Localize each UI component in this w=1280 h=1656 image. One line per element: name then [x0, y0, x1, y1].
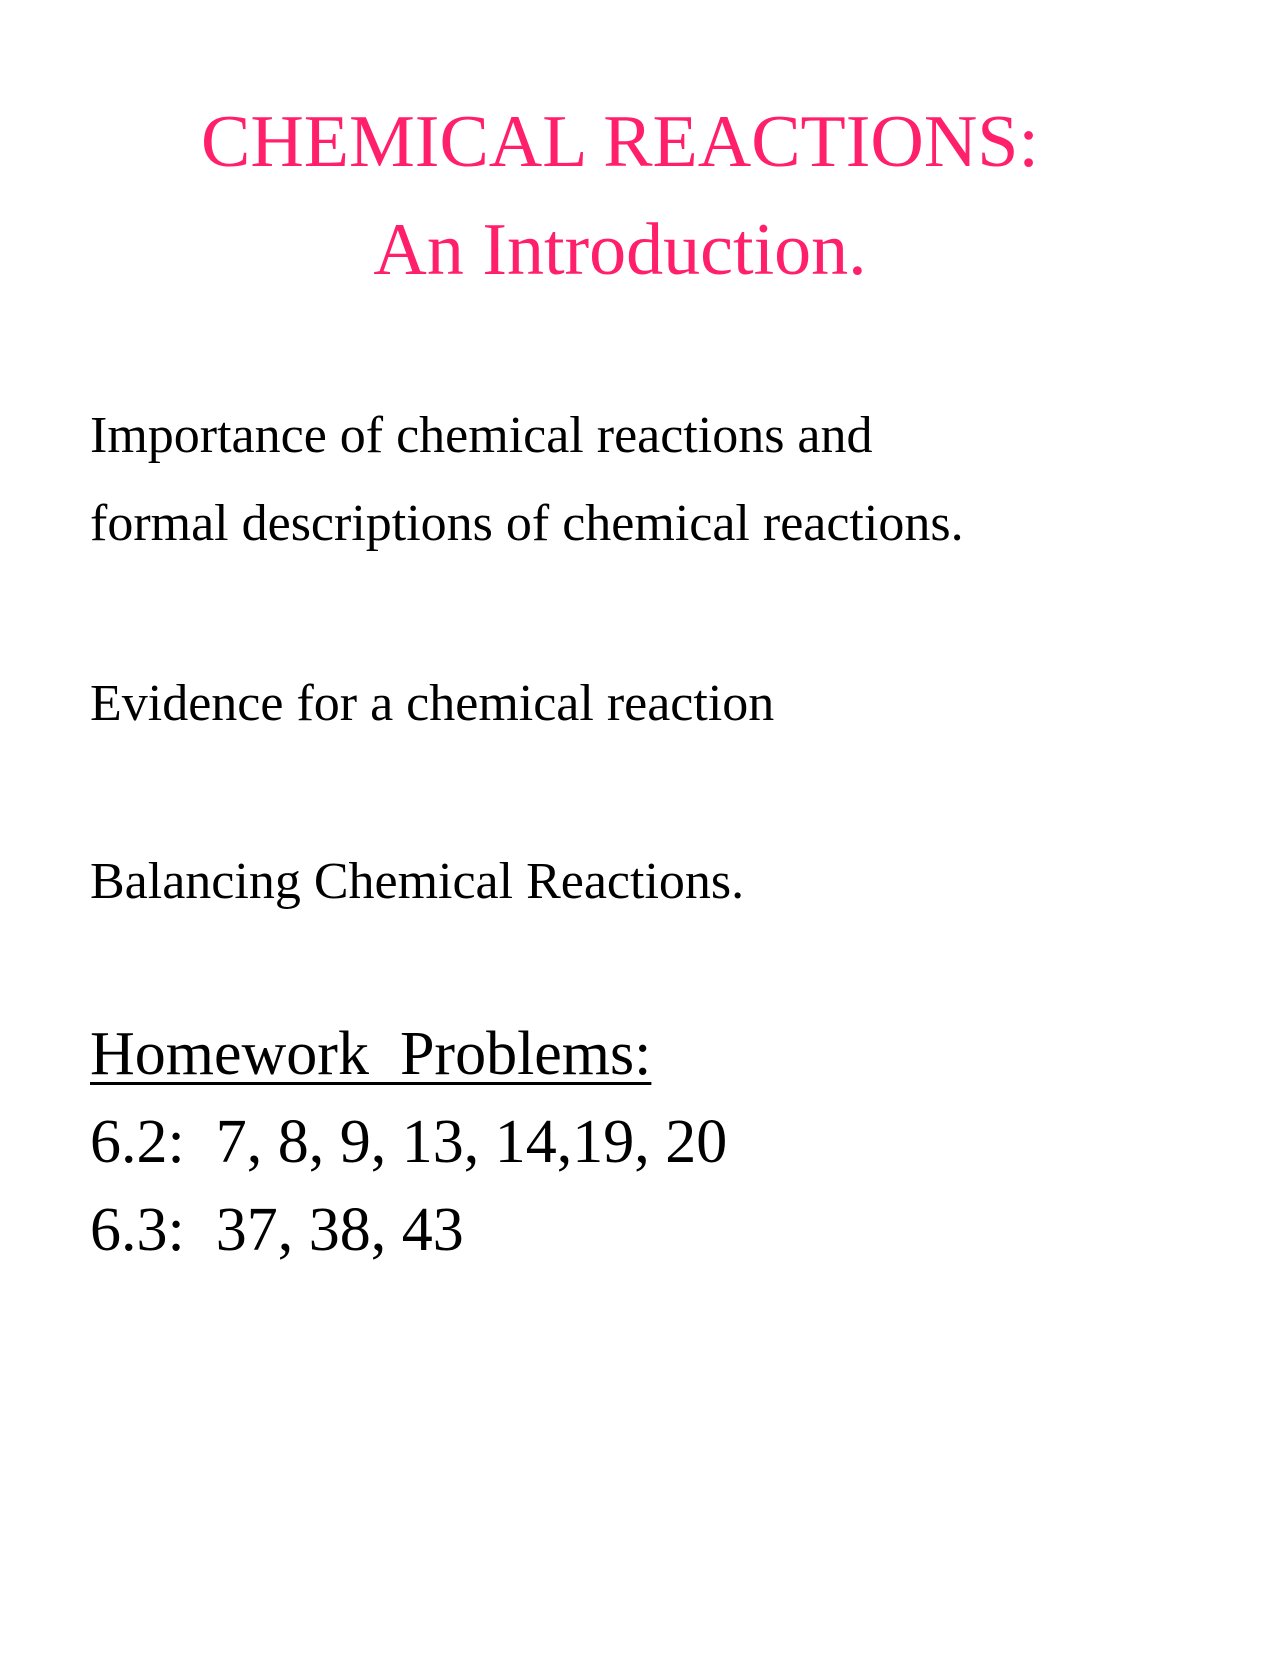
homework-line-6-3: 6.3: 37, 38, 43 [90, 1196, 464, 1264]
topic-importance-line-2: formal descriptions of chemical reactions. [90, 495, 964, 552]
homework-section [90, 1010, 727, 1274]
homework-heading: Homework Problems: [90, 1020, 652, 1088]
topic-importance-line-1: Importance of chemical reactions and [90, 407, 873, 464]
homework-line-6-2: 6.2: 7, 8, 9, 13, 14,19, 20 [90, 1108, 728, 1176]
title-line-1: CHEMICAL REACTIONS: [201, 101, 1039, 183]
topic-evidence [90, 660, 774, 748]
topic-balancing [90, 838, 744, 926]
topic-balancing-line: Balancing Chemical Reactions. [90, 853, 745, 910]
page-title [0, 88, 1240, 304]
topic-importance [90, 392, 964, 568]
topic-evidence-line: Evidence for a chemical reaction [90, 675, 775, 732]
title-line-2: An Introduction. [373, 209, 867, 291]
